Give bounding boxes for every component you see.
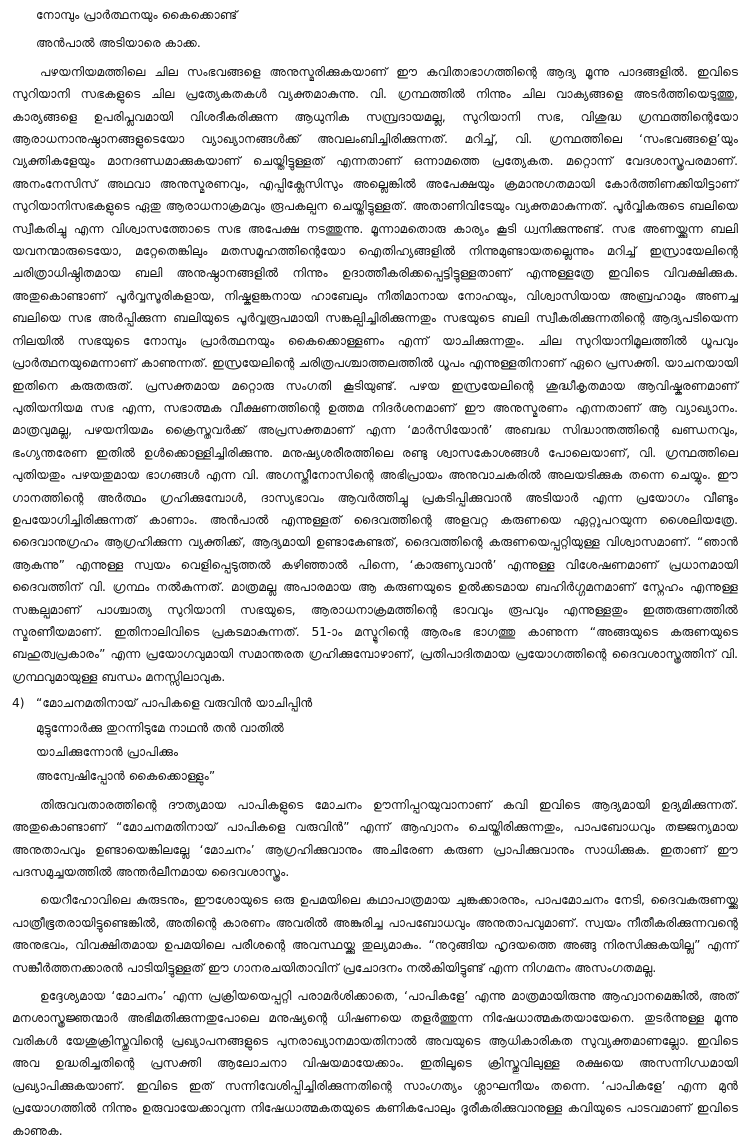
verse-line: മുട്ടുന്നോർക്കു തുറന്നിടുമേ നാഥൻ തൻ വാതിൽ <box>36 720 284 735</box>
verse-line: നോമ്പും പ്രാർത്ഥനയും കൈക്കൊണ്ട് <box>36 8 238 22</box>
numbered-verse <box>12 692 738 788</box>
commentary-paragraph: ഉദ്ദേശ്യമായ ‘മോചനം’ എന്ന പ്രക്രിയയെപ്പറ്റി പരാമർശിക്കാതെ, ‘പാപികളേ’ എന്നു മാത്രമായിരുന്നു ആഹ്വാനമെങ്കിൽ, അത് മനശാസ്ത്രജ്ഞന്മാർ അഭിമതിക്കുന്നതുപോലെ മനുഷ്യന്റെ ധിഷണയെ തളർത്തുന്ന നിഷേധാത്മകതയായേനെ. തുടർന്നുള്ള മൂന്നു വരികൾ യേശുക്രിസ്തുവിന്റെ പ്രഖ്യാപനങ്ങളുടെ പുനരാഖ്യാനമായതിനാൽ അവയുടെ ആധികാരികത സുവ്യക്തമാണല്ലോ. ഇവിടെ അവ ഉദ്ധരിച്ചതിന്റെ പ്രസക്തി ആലോചനാ വിഷയമായേക്കാം. ഇതിലൂടെ ക്രിസ്തുവിലുള്ള രക്ഷയെ അസന്നിഗ്ധമായി പ്രഖ്യാപിക്കുകയാണ്. ഇവിടെ ഇത് സന്നിവേശിപ്പിച്ചിരിക്കുന്നതിന്റെ സാംഗത്യം ശ്ലാഘനീയം തന്നെ. ‘പാപികളേ’ എന്ന മുൻ പ്രയോഗത്തിൽ നിന്നും ഉരുവായേക്കാവുന്ന നിഷേധാത്മകതയുടെ കണികപോലും ദൂരീകരിക്കുവാനുള്ള കവിയുടെ പാടവമാണ് ഇവിടെ കാണുക. <box>12 989 738 1138</box>
opening-verse <box>12 4 738 55</box>
verse-line: യാചിക്കുന്നോൻ പ്രാപിക്കും <box>36 745 179 759</box>
commentary-paragraph: തിരുവവതാരത്തിന്റെ ദൗത്യമായ പാപികളുടെ മോചനം ഊന്നിപ്പറയുവാനാണ് കവി ഇവിടെ ആദ്യമായി ഉദ്യമിക്കുന്നത്. അതുകൊണ്ടാണ് “മോചനമതിനായ് പാപികളെ വരുവിൻ” എന്ന് ആഹ്വാനം ചെയ്തിരിക്കുന്നതും, പാപബോധവും തജ്ജന്യമായ അനുതാപവും ഉണ്ടായെങ്കിലല്ലേ ‘മോചനം’ ആഗ്രഹിക്കുവാനും അചിരേണ കരുണ പ്രാപിക്കുവാനും സാധിക്കുക. ഇതാണ് ഈ പദസമുച്ചയത്തിൽ അന്തർലീനമായ ദൈവശാസ്ത്രം. <box>12 797 738 880</box>
commentary-paragraph: പഴയനിയമത്തിലെ ചില സംഭവങ്ങളെ അനുസ്മരിക്കുകയാണ് ഈ കവിതാഭാഗത്തിന്റെ ആദ്യ മൂന്നു പാദങ്ങളിൽ. ഇവിടെ സുറിയാനി സഭകളുടെ ചില പ്രത്യേകതകൾ വ്യക്തമാകുന്നു. വി. ഗ്രന്ഥത്തിൽ നിന്നും ചില വാക്യങ്ങളെ അടർത്തിയെടുത്തു, കാര്യങ്ങളെ ഉപരിപ്ലവമായി വിശദീകരിക്കുന്ന ആധുനിക സമ്പ്രദായമല്ല, സുറിയാനി സഭ, വിശുദ്ധ ഗ്രന്ഥത്തിന്റെയോ ആരാധനാനുഷ്ഠാനങ്ങളുടെയോ വ്യാഖ്യാനങ്ങൾക്ക് അവലംബിച്ചിരിക്കുന്നത്. മറിച്ച്, വി. ഗ്രന്ഥത്തിലെ ‘സംഭവങ്ങളെ’യും വ്യക്തികളേയും മാനദണ്ഡമാക്കുകയാണ് ചെയ്തിട്ടുള്ളത് എന്നതാണ് ഒന്നാമത്തെ പ്രത്യേകത. മറ്റൊന്ന് വേദശാസ്ത്രപരമാണ്. അനംനേസിസ് അഥവാ അനുസ്മരണവും, എപ്പിക്ലേസിസും അല്ലെങ്കിൽ അപേക്ഷയും ക്രമാനുഗതമായി കോർത്തിണക്കിയിട്ടാണ് സുറിയാനിസഭകളുടെ ഏതു ആരാധനാക്രമവും രൂപകല്പന ചെയ്തിട്ടുള്ളത്. അതാണിവിടേയും വ്യക്തമാകുന്നത്. പൂർവ്വികരുടെ ബലിയെ സ്വീകരിച്ചു എന്ന വിശ്വാസത്തോടെ സഭ അപേക്ഷ നടത്തുന്നു. മൂന്നാമതൊരു കാര്യം കൂടി ധ്വനിക്കുന്നുണ്ട്. സഭ അണയ്ക്കുന്ന ബലി യവനന്മാരുടെയോ, മറ്റേതെങ്കിലും മതസമൂഹത്തിന്റെയോ ഐതിഹ്യങ്ങളിൽ നിന്നുമുണ്ടായതല്ലെന്നും മറിച്ച് ഇസ്രായേലിന്റെ ചരിത്രാധിഷ്ഠിതമായ ബലി അനുഷ്ഠാനങ്ങളിൽ നിന്നും ഉദാത്തീകരിക്കപ്പെട്ടിട്ടുള്ളതാണ് എന്നുള്ളത്രേ ഇവിടെ വിവക്ഷിക്കുക. അതുകൊണ്ടാണ് പൂർവ്വസൂരികളായ, നിഷ്കളങ്കനായ ഹാബേലും നീതിമാനായ നോഹയും, വിശ്വാസിയായ അബ്രഹാമും അണച്ച ബലിയെ സഭ അർപ്പിക്കുന്ന ബലിയുടെ പൂർവ്വരൂപമായി സങ്കല്പിച്ചിരിക്കുന്നതും സഭയുടെ ബലി സ്വീകരിക്കുന്നതിന്റെ ആദ്യപടിയെന്ന നിലയിൽ സഭയുടെ നോമ്പും പ്രാർത്ഥനയും കൈക്കൊള്ളണം എന്ന് യാചിക്കുന്നതും. ചില സുറിയാനിമൂലത്തിൽ ധൂപവും പ്രാർത്ഥനയുമെന്നാണ് കാണുന്നത്. ഇസ്രയേലിന്റെ ചരിത്രപശ്ചാത്തലത്തിൽ ധൂപം എന്നുള്ളതിനാണ് ഏറെ പ്രസക്തി. യാചനയായി ഇതിനെ കരുതരുത്. പ്രസക്തമായ മറ്റൊരു സംഗതി കൂടിയുണ്ട്. പഴയ ഇസ്രയേലിന്റെ ശുദ്ധീകൃതമായ ആവിഷ്കരണമാണ് പുതിയനിയമ സഭ എന്ന, സഭാത്മക വീക്ഷണത്തിന്റെ ഉത്തമ നിദർശനമാണ് ഈ അനുസ്മരണം എന്നതാണ് ആ വ്യാഖ്യാനം. മാത്രവുമല്ല, പഴയനിയമം ക്രൈസ്തവർക്ക് അപ്രസക്തമാണ് എന്ന ‘മാർസിയോൻ’ അബദ്ധ സിദ്ധാന്തത്തിന്റെ ഖണ്ഡനവും, ഭംഗ്യന്തരേണ ഇതിൽ ഉൾക്കൊള്ളിച്ചിരിക്കുന്നു. മനുഷ്യശരീരത്തിലെ രണ്ടു ശ്വാസകോശങ്ങൾ പോലെയാണ്, വി. ഗ്രന്ഥത്തിലെ പുതിയതും പഴയതുമായ ഭാഗങ്ങൾ എന്ന വി. അഗസ്തീനോസിന്റെ അഭിപ്രായം അനുവാചകരിൽ അലയടിക്കുക തന്നെ ചെയ്യും. ഈ ഗാനത്തിന്റെ അർത്ഥം ഗ്രഹിക്കുമ്പോൾ, ദാസ്യഭാവം ആവർത്തിച്ചു പ്രകടിപ്പിക്കുവാൻ അടിയാർ എന്ന പ്രയോഗം വീണ്ടും ഉപയോഗിച്ചിരിക്കുന്നത് കാണാം. അൻപാൽ എന്നുള്ളത് ദൈവത്തിന്റെ അളവറ്റ കരുണയെ ഏറ്റുപറയുന്ന ശൈലിയത്രേ. ദൈവാനുഗ്രഹം ആഗ്രഹിക്കുന്ന വ്യക്തിക്ക്, ആദ്യമായി ഉണ്ടാകേണ്ടത്, ദൈവത്തിന്റെ കരുണയെപ്പറ്റിയുള്ള വിശ്വാസമാണ്. “ഞാൻ ആകുന്നു” എന്നുള്ള സ്വയം വെളിപ്പെടുത്തൽ കഴിഞ്ഞാൽ പിന്നെ, ‘കാരുണ്യവാൻ’ എന്നുള്ള വിശേഷണമാണ് പ്രധാനമായി ദൈവത്തിന് വി. ഗ്രന്ഥം നൽകുന്നത്. മാത്രമല്ല അപാരമായ ആ കരുണയുടെ ഉൽക്കടമായ ബഹിർഗ്ഗമനമാണ് സ്നേഹം എന്നുള്ള സങ്കല്പമാണ് പാശ്ചാത്യ സുറിയാനി സഭയുടെ, ആരാധനാക്രമത്തിന്റെ ഭാവവും രൂപവും എന്നുള്ളതും ഇത്തരുണത്തിൽ സ്മരണീയമാണ്. ഇതിനാലിവിടെ പ്രകടമാകുന്നത്. 51-ാം മസ്മൂറിന്റെ ആരംഭ ഭാഗത്തു കാണുന്ന “അങ്ങയുടെ കരുണയുടെ ബഹുത്വപ്രകാരം” എന്ന പ്രയോഗവുമായി സമാന്തരത ഗ്രഹിക്കുമ്പോഴാണ്, പ്രതിപാദിതമായ പ്രയോഗത്തിന്റെ ദൈവശാസ്ത്രത്തിന് വി. ഗ്രന്ഥവുമായുള്ള ബന്ധം മനസ്സിലാവുക. <box>12 64 738 684</box>
commentary-paragraph: യെറീഹോവിലെ കുരുടനും, ഈശോയുടെ ഒരു ഉപമയിലെ കഥാപാത്രമായ ചുങ്കക്കാരനും, പാപമോചനം നേടി, ദൈവകരുണയ്ക്കു പാത്രീഭൂതരായിട്ടുണ്ടെങ്കിൽ, അതിന്റെ കാരണം അവരിൽ അങ്കുരിച്ച പാപബോധവും അനുതാപവുമാണ്. സ്വയം നീതീകരിക്കുന്നവന്റെ അനുഭവം, വിവക്ഷിതമായ ഉപമയിലെ പരീശന്റെ അവസ്ഥയ്ക്കു തുല്യമാകും. “നുറുങ്ങിയ ഹൃദയത്തെ അങ്ങു നിരസിക്കുകയില്ല” എന്ന് സങ്കീർത്തനക്കാരൻ പാടിയിട്ടുള്ളത് ഈ ഗാനരചയിതാവിന് പ്രചോദനം നൽകിയിട്ടുണ്ട് എന്ന നിഗമനം അസംഗതമല്ല. <box>12 893 738 975</box>
verse-number: 4) <box>12 696 25 711</box>
verse-line: അന്വേഷിപ്പോൻ കൈക്കൊള്ളും” <box>36 769 216 784</box>
verse-line: അൻപാൽ അടിയാരെ കാക്ക. <box>36 36 201 51</box>
verse-line: “മോചനമതിനായ് പാപികളെ വരുവിൻ യാചിപ്പിൻ <box>36 696 313 711</box>
